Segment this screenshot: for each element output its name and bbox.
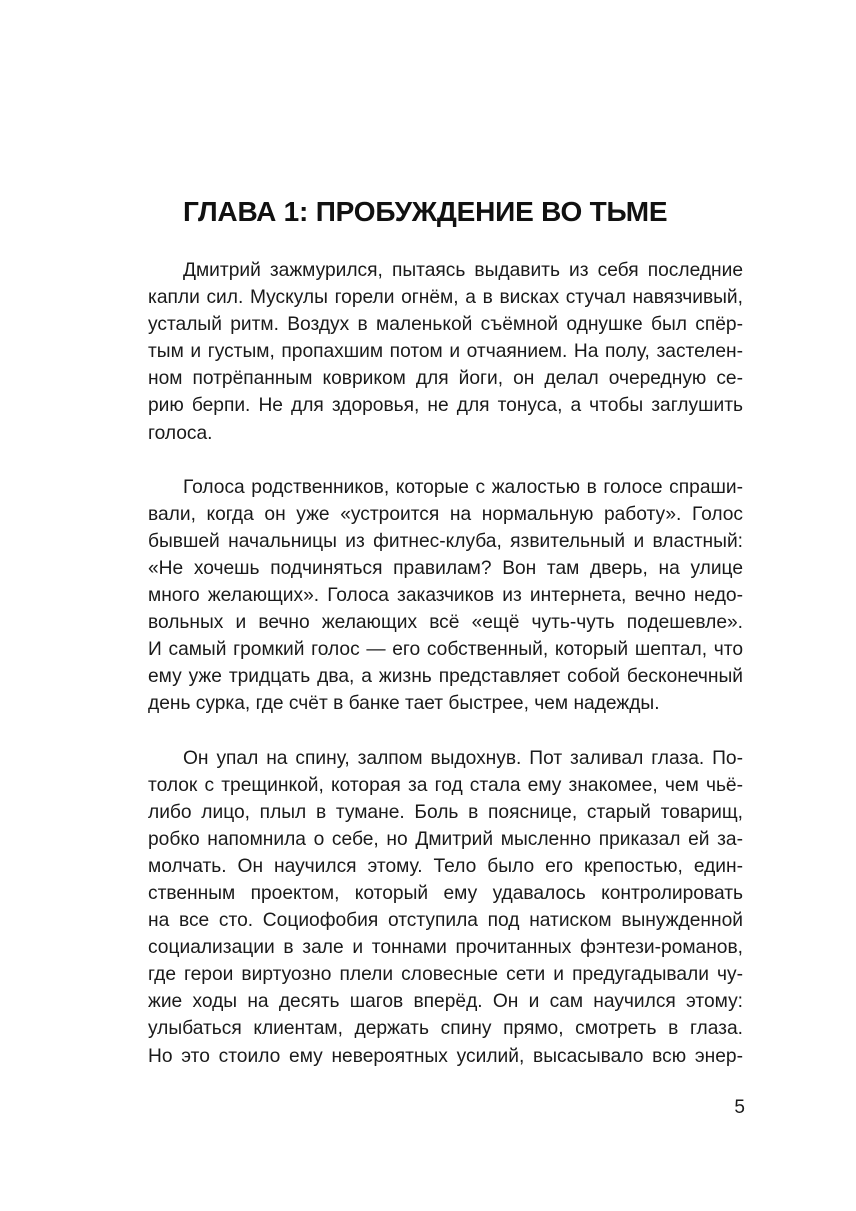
- text-line: Но это стоило ему невероятных усилий, высасывало всю энер-: [148, 1045, 743, 1067]
- text-line: бывшей начальницы из фитнес-клуба, язвительный и властный:: [148, 530, 743, 552]
- chapter-body: [148, 257, 743, 1070]
- text-line: «Не хочешь подчиняться правилам? Вон там дверь, на улице: [148, 557, 743, 579]
- text-line: жие ходы на десять шагов вперёд. Он и сам научился этому:: [148, 991, 743, 1013]
- text-line: И самый громкий голос — его собственный, который шептал, что: [148, 639, 743, 661]
- text-line: Дмитрий зажмурился, пытаясь выдавить из себя последние: [183, 260, 743, 281]
- text-line: вали, когда он уже «устроится на нормальную работу». Голос: [148, 503, 743, 525]
- text-line: социализации в зале и тоннами прочитанных фэнтези-романов,: [148, 937, 743, 959]
- text-line: день сурка, где счёт в банке тает быстрее, чем надежды.: [148, 693, 660, 715]
- page-number: 5: [734, 1097, 745, 1118]
- paragraph-1: [148, 257, 743, 447]
- paragraph-3: [148, 745, 743, 1070]
- text-line: голоса.: [148, 422, 213, 444]
- paragraph-gap: [148, 718, 743, 745]
- text-line: робко напомнила о себе, но Дмитрий мысленно приказал ей за-: [148, 828, 743, 850]
- text-line: ственным проектом, который ему удавалось контролировать: [148, 882, 743, 904]
- paragraph-2: [148, 474, 743, 718]
- text-line: Голоса родственников, которые с жалостью в голосе спраши-: [183, 476, 743, 498]
- text-line: на все сто. Социофобия отступила под натиском вынужденной: [148, 910, 743, 932]
- text-line: улыбаться клиентам, держать спину прямо, смотреть в глаза.: [148, 1018, 743, 1040]
- text-line: капли сил. Мускулы горели огнём, а в висках стучал навязчивый,: [148, 287, 743, 309]
- paragraph-gap: [148, 447, 743, 474]
- text-line: ном потрёпанным ковриком для йоги, он делал очередную се-: [148, 368, 743, 390]
- text-line: рию берпи. Не для здоровья, не для тонуса, а чтобы заглушить: [148, 395, 743, 417]
- text-line: молчать. Он научился этому. Тело было его крепостью, един-: [148, 855, 743, 877]
- text-line: либо лицо, плыл в тумане. Боль в пояснице, старый товарищ,: [148, 801, 743, 823]
- text-line: Он упал на спину, залпом выдохнув. Пот заливал глаза. По-: [183, 747, 743, 769]
- text-line: тым и густым, пропахшим потом и отчаянием. На полу, застелен-: [148, 341, 743, 363]
- text-line: где герои виртуозно плели словесные сети и предугадывали чу-: [148, 964, 743, 986]
- text-line: вольных и вечно желающих всё «ещё чуть-чуть подешевле».: [148, 612, 743, 634]
- text-line: ему уже тридцать два, а жизнь представляет собой бесконечный: [148, 666, 743, 688]
- text-line: усталый ритм. Воздух в маленькой съёмной однушке был спёр-: [148, 314, 743, 336]
- text-line: много желающих». Голоса заказчиков из интернета, вечно недо-: [148, 585, 743, 607]
- text-line: толок с трещинкой, которая за год стала ему знакомее, чем чьё-: [148, 774, 743, 796]
- chapter-title: ГЛАВА 1: ПРОБУЖДЕНИЕ ВО ТЬМЕ: [183, 196, 668, 227]
